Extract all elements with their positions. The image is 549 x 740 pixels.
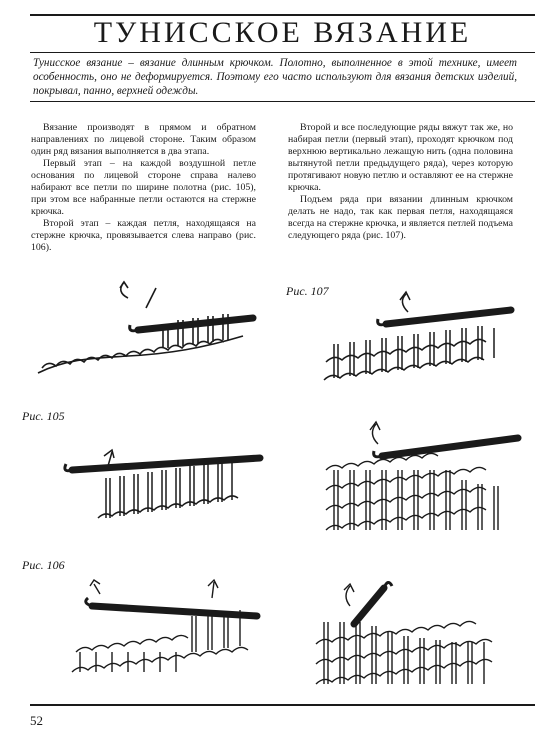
paragraph: Второй и все последующие ряды вяжут так же, но набирая петли (первый этап), проходят крючком под верхнюю вертикально лежащую нить (одна половина вытянутой петли предыдущего ряда), через которую протягивают новую петлю и оставляют ее на стержне крючка. xyxy=(288,122,513,193)
page-title: ТУНИССКОЕ ВЯЗАНИЕ xyxy=(93,16,472,49)
intro-paragraph: Тунисское вязание – вязание длинным крючком. Полотно, выполненное в этой технике, имеет особенность, оно не деформируется. Поэтому его часто используют для вязания детских изделий, покрывал, панно, верхней одежды. xyxy=(33,57,517,97)
right-column xyxy=(288,122,513,242)
paragraph: Подъем ряда при вязании длинным крючком делать не надо, так как первая петля, находящаяся всегда на стержне крючка, и является петлей подъема следующего ряда (рис. 107). xyxy=(288,194,513,241)
paragraph: Вязание производят в прямом и обратном направлениях по лицевой стороне. Таким образом один ряд вязания выполняется в два этапа. xyxy=(31,122,256,157)
caption-fig-105: Рис. 105 xyxy=(22,409,65,423)
caption-fig-107: Рис. 107 xyxy=(286,284,329,298)
knitting-illustration-fig-106 xyxy=(62,576,272,686)
knitting-illustration-return-row xyxy=(304,566,514,691)
knitting-illustration-base-chain xyxy=(28,278,268,388)
knitting-illustration-fig-105 xyxy=(60,438,270,533)
paragraph: Второй этап – каждая петля, находящаяся на стержне крючка, провязывается слева направо (рис. 106). xyxy=(31,218,256,253)
left-column xyxy=(31,122,256,254)
caption-fig-106: Рис. 106 xyxy=(22,558,65,572)
page-number: 52 xyxy=(30,713,43,728)
knitting-illustration-multi-row xyxy=(318,418,523,538)
title-rule xyxy=(30,52,535,53)
paragraph: Первый этап – на каждой воздушной петле основания по лицевой стороне справа налево набирают все петли по ширине полотна (рис. 105), при этом все набранные петли остаются на стержне крючка. xyxy=(31,158,256,217)
bottom-rule xyxy=(30,704,535,706)
knitting-illustration-fig-107 xyxy=(296,288,521,398)
intro-rule xyxy=(30,101,535,102)
